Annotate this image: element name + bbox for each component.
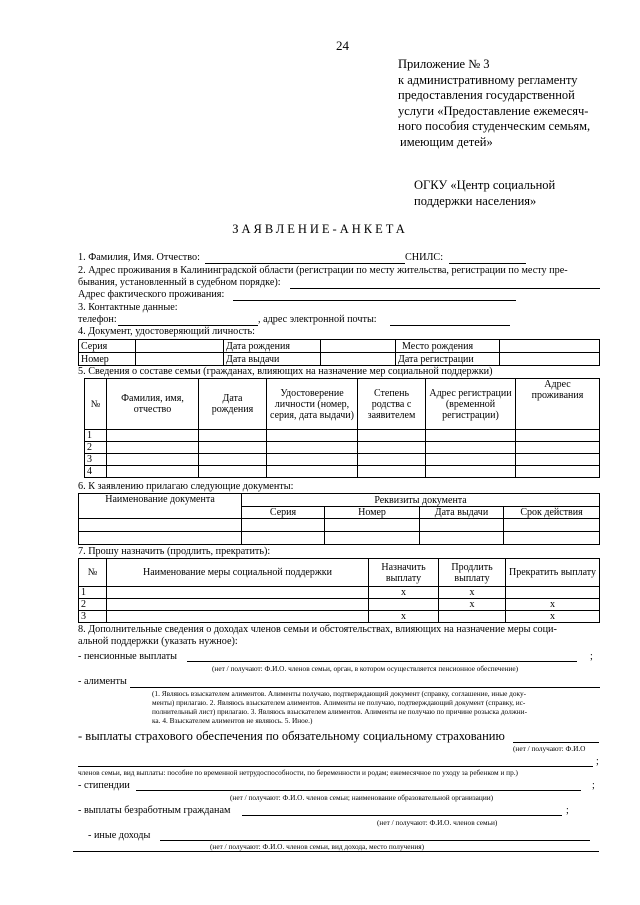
family-cell[interactable] — [426, 430, 516, 442]
family-cell[interactable] — [267, 430, 358, 442]
semicolon: ; — [590, 651, 593, 662]
requisites-header: Реквизиты документа — [242, 494, 600, 507]
actual-address-field[interactable] — [233, 300, 516, 301]
unemployment-note: (нет / получают: Ф.И.О. членов семьи) — [377, 818, 498, 827]
phone-label: телефон: — [78, 314, 117, 325]
family-header: Адрес проживания — [516, 379, 600, 430]
document-title: ЗАЯВЛЕНИЕ-АНКЕТА — [232, 222, 408, 236]
row-number: 2 — [85, 442, 107, 454]
fio-field[interactable] — [205, 263, 405, 264]
doc-cell[interactable] — [504, 519, 600, 532]
family-cell[interactable] — [426, 442, 516, 454]
table-row — [79, 532, 600, 545]
measure-cell[interactable] — [107, 599, 369, 611]
unemployment-label: - выплаты безработным гражданам — [78, 805, 231, 816]
appendix-line: Приложение № 3 — [398, 57, 490, 71]
family-cell[interactable] — [107, 430, 199, 442]
alimony-note-2: менты) прилагаю. 2. Являюсь взыскателем алиментов. Алименты не получаю, подтверждающий документ (справку, ис- — [152, 698, 526, 707]
row-number: 3 — [79, 611, 107, 623]
semicolon: ; — [566, 805, 569, 816]
doc-subheader: Номер — [325, 507, 420, 519]
other-income-field[interactable] — [160, 840, 590, 841]
email-label: , адрес электронной почты: — [258, 314, 377, 325]
family-cell[interactable] — [107, 442, 199, 454]
appendix-line: имеющим детей» — [400, 134, 493, 149]
number-cell: Номер — [79, 353, 136, 366]
family-cell[interactable] — [516, 430, 600, 442]
insurance-note-1: (нет / получают: Ф.И.О — [513, 744, 586, 753]
extend-cell[interactable] — [439, 611, 506, 623]
row-number: 4 — [85, 466, 107, 478]
family-cell[interactable] — [358, 442, 426, 454]
unemployment-field[interactable] — [242, 815, 562, 816]
appendix-line: ного пособия студенческим семьям, — [398, 119, 591, 134]
attached-docs-label: 6. К заявлению прилагаю следующие документы: — [78, 481, 294, 492]
family-table — [84, 378, 600, 478]
doc-cell[interactable] — [242, 532, 325, 545]
alimony-field[interactable] — [130, 687, 600, 688]
family-cell[interactable] — [516, 466, 600, 478]
doc-cell[interactable] — [504, 532, 600, 545]
row-number: 1 — [85, 430, 107, 442]
family-header: Удостоверение личности (номер, серия, дата выдачи) — [267, 379, 358, 430]
table-row — [85, 430, 600, 442]
series-value[interactable] — [136, 340, 224, 353]
table-row — [79, 599, 600, 611]
birth-date-cell: Дата рождения — [224, 340, 321, 353]
snils-label: СНИЛС: — [405, 252, 444, 263]
semicolon: ; — [592, 780, 595, 791]
assign-cell[interactable]: x — [369, 587, 439, 599]
family-header: Адрес регистрации (временной регистрации) — [426, 379, 516, 430]
family-cell[interactable] — [358, 430, 426, 442]
insurance-field[interactable] — [513, 742, 599, 743]
doc-name-header: Наименование документа — [79, 494, 242, 519]
doc-cell[interactable] — [420, 532, 504, 545]
address-field[interactable] — [290, 288, 600, 289]
row-number: 1 — [79, 587, 107, 599]
family-cell[interactable] — [267, 454, 358, 466]
extra-info-label-2: альной поддержки (указать нужное): — [78, 636, 238, 647]
fio-label: 1. Фамилия, Имя. Отчество: — [78, 252, 200, 263]
family-header: № — [85, 379, 107, 430]
request-header: Продлить выплату — [439, 559, 506, 587]
insurance-field-2[interactable] — [78, 766, 593, 767]
semicolon: ; — [596, 756, 599, 767]
email-field[interactable] — [390, 325, 510, 326]
insurance-note-2: членов семьи, вид выплаты: пособие по временной нетрудоспособности, по беременности и родам; ежемесячное по уходу за ребенком и пр.) — [78, 768, 518, 777]
alimony-note-1: (1. Являюсь взыскателем алиментов. Алименты получаю, подтверждающий документ (справку, соглашение, иные доку- — [152, 689, 527, 698]
request-label: 7. Прошу назначить (продлить, прекратить): — [78, 546, 271, 557]
doc-cell[interactable] — [79, 532, 242, 545]
request-header: Наименование меры социальной поддержки — [107, 559, 369, 587]
issue-date-cell: Дата выдачи — [224, 353, 321, 366]
extend-cell[interactable]: x — [439, 599, 506, 611]
birth-place-value[interactable] — [500, 340, 600, 353]
request-header: Назначить выплату — [369, 559, 439, 587]
request-header: № — [79, 559, 107, 587]
family-cell[interactable] — [516, 442, 600, 454]
other-income-label: - иные доходы — [88, 830, 151, 841]
family-cell[interactable] — [267, 466, 358, 478]
stipend-label: - стипендии — [78, 780, 130, 791]
extra-info-label-1: 8. Дополнительные сведения о доходах членов семьи и обстоятельствах, влияющих на назначение меры соци- — [78, 624, 557, 635]
table-row — [85, 442, 600, 454]
number-value[interactable] — [136, 353, 224, 366]
recipient-line: ОГКУ «Центр социальной — [414, 178, 556, 192]
row-number: 2 — [79, 599, 107, 611]
alimony-note-3: полнительный лист) прилагаю. 3. Являюсь взыскателем алиментов. Алименты не получаю по причине розыска должни- — [152, 707, 528, 716]
table-row — [85, 454, 600, 466]
family-header: Степень родства с заявителем — [358, 379, 426, 430]
other-income-note: (нет / получают: Ф.И.О. членов семьи, вид дохода, место получения) — [210, 842, 425, 851]
insurance-label: - выплаты страхового обеспечения по обязательному социальному страхованию — [78, 729, 505, 743]
measure-cell[interactable] — [107, 587, 369, 599]
request-header: Прекратить выплату — [506, 559, 600, 587]
appendix-line: к административному регламенту — [398, 72, 578, 87]
family-header: Фамилия, имя, отчество — [107, 379, 199, 430]
stop-cell[interactable]: x — [506, 611, 600, 623]
doc-cell[interactable] — [325, 519, 420, 532]
birth-date-value[interactable] — [321, 340, 396, 353]
doc-cell[interactable] — [242, 519, 325, 532]
family-cell[interactable] — [358, 466, 426, 478]
attached-docs-table — [78, 493, 600, 545]
stop-cell[interactable] — [506, 587, 600, 599]
appendix-line: предоставления государственной — [398, 88, 575, 103]
family-cell[interactable] — [199, 430, 267, 442]
doc-cell[interactable] — [420, 519, 504, 532]
pension-note: (нет / получают: Ф.И.О. членов семьи, орган, в котором осуществляется пенсионное обеспечение) — [212, 664, 519, 673]
address-label-2: бывания, установленный в судебном порядке): — [78, 277, 281, 288]
id-document-label: 4. Документ, удостоверяющий личность: — [78, 326, 255, 337]
family-cell[interactable] — [267, 442, 358, 454]
doc-subheader: Дата выдачи — [420, 507, 504, 519]
doc-subheader: Серия — [242, 507, 325, 519]
family-cell[interactable] — [199, 442, 267, 454]
family-header: Дата рождения — [199, 379, 267, 430]
stipend-note: (нет / получают: Ф.И.О. членов семьи; наименование образовательной организации) — [230, 793, 494, 802]
snils-field[interactable] — [449, 263, 526, 264]
extend-cell[interactable]: x — [439, 587, 506, 599]
actual-address-label: Адрес фактического проживания: — [78, 289, 225, 300]
id-document-table — [78, 339, 600, 366]
reg-date-value[interactable] — [500, 353, 600, 366]
address-label-1: 2. Адрес проживания в Калининградской области (регистрации по месту жительства, регистрации по месту пре- — [78, 265, 568, 276]
request-table — [78, 558, 600, 623]
page-number: 24 — [336, 38, 349, 53]
family-cell[interactable] — [199, 466, 267, 478]
assign-cell[interactable]: x — [369, 611, 439, 623]
family-cell[interactable] — [358, 454, 426, 466]
doc-subheader: Срок действия — [504, 507, 600, 519]
doc-cell[interactable] — [79, 519, 242, 532]
contacts-label: 3. Контактные данные: — [78, 302, 178, 313]
family-cell[interactable] — [426, 466, 516, 478]
stop-cell[interactable]: x — [506, 599, 600, 611]
family-label: 5. Сведения о составе семьи (гражданах, влияющих на назначение мер социальной поддержки) — [78, 366, 493, 377]
doc-cell[interactable] — [325, 532, 420, 545]
table-row — [79, 519, 600, 532]
birth-place-cell: Место рождения — [396, 340, 500, 353]
recipient-line: поддержки населения» — [414, 193, 537, 208]
issue-date-value[interactable] — [321, 353, 396, 366]
family-cell[interactable] — [516, 454, 600, 466]
table-row — [85, 466, 600, 478]
family-cell[interactable] — [107, 454, 199, 466]
appendix-block — [398, 57, 623, 151]
stipend-field[interactable] — [136, 790, 581, 791]
assign-cell[interactable] — [369, 599, 439, 611]
table-row — [79, 611, 600, 623]
recipient-block — [414, 178, 555, 209]
reg-date-cell: Дата регистрации — [396, 353, 500, 366]
footer-rule — [73, 851, 599, 852]
family-cell[interactable] — [426, 454, 516, 466]
appendix-line: услуги «Предоставление ежемесяч- — [398, 103, 589, 118]
row-number: 3 — [85, 454, 107, 466]
pension-label: - пенсионные выплаты — [78, 651, 177, 662]
alimony-note-4: ка. 4. Взыскателем алиментов не являюсь. 5. Иное.) — [152, 716, 313, 725]
pension-field[interactable] — [187, 661, 577, 662]
family-cell[interactable] — [107, 466, 199, 478]
table-row — [79, 587, 600, 599]
alimony-label: - алименты — [78, 676, 127, 687]
series-cell: Серия — [79, 340, 136, 353]
measure-cell[interactable] — [107, 611, 369, 623]
family-cell[interactable] — [199, 454, 267, 466]
